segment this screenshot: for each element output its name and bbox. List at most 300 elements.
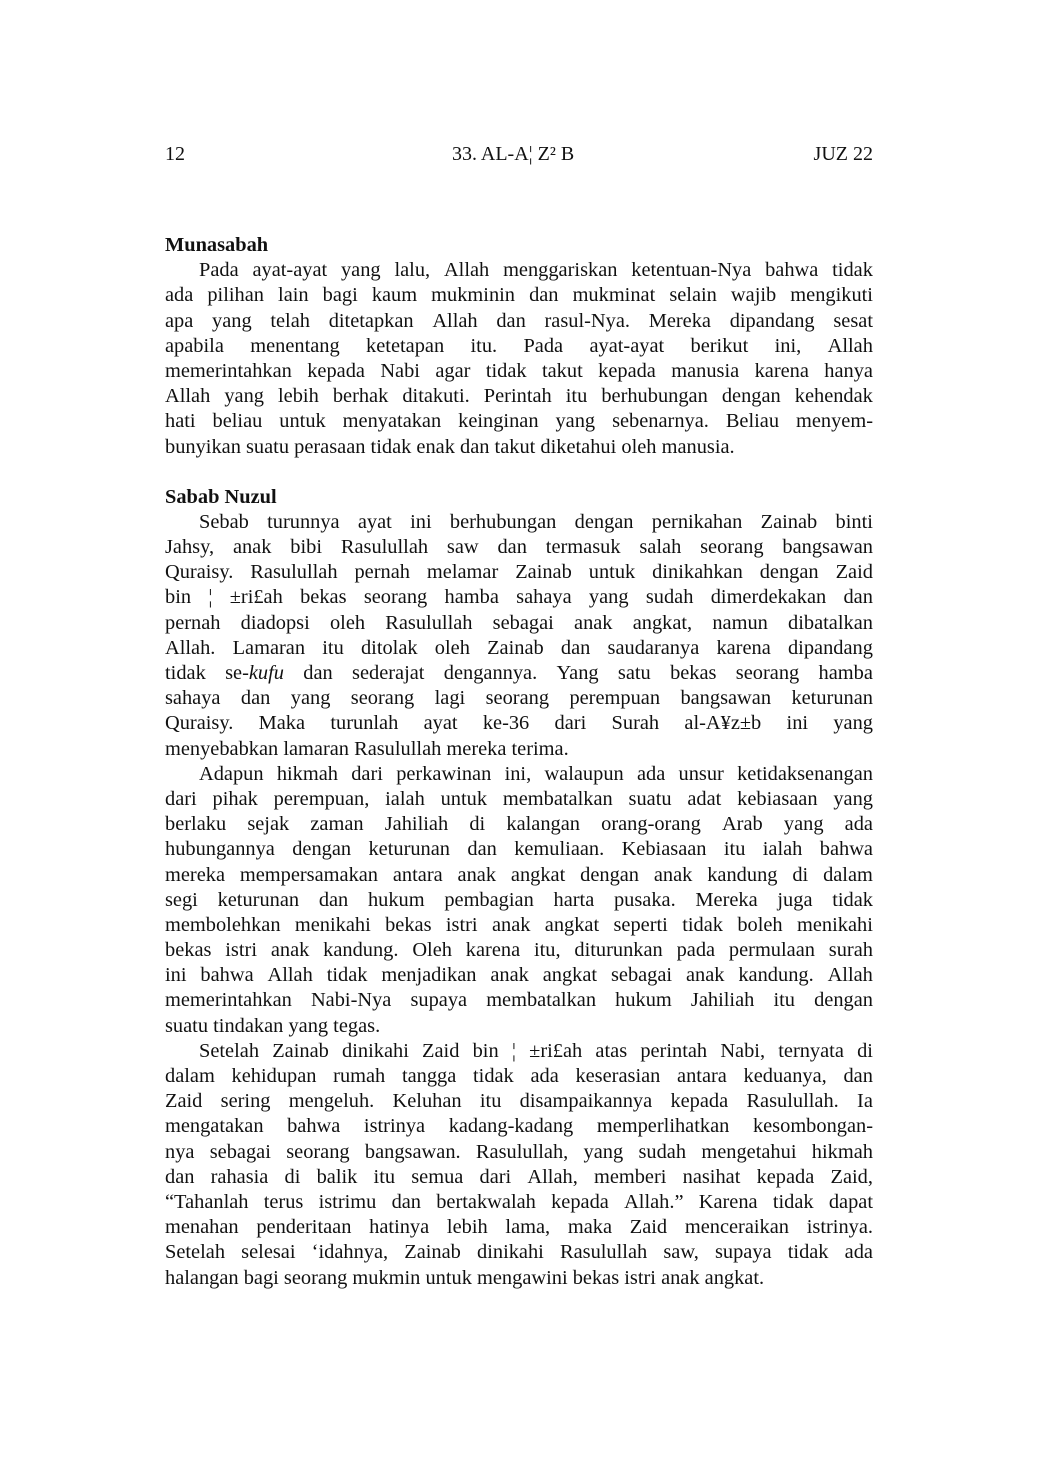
word: untuk [588,561,636,584]
word: sebagai [492,611,554,634]
word: dan [529,284,559,307]
word: kadang-kadang [448,1115,574,1138]
word: itu [479,1090,502,1113]
word: ditetapkan [328,309,414,332]
word: bangsawan. [364,1140,461,1163]
word: bangsawan [782,536,873,559]
word: memperlihatkan [596,1115,730,1138]
section-munasabah [165,233,873,460]
word: membolehkan [165,913,281,936]
paragraph [165,1039,873,1291]
word: takut [541,359,583,382]
word: ini [165,964,187,987]
word: Jahsy, [165,536,215,559]
word: tidak [472,1065,514,1087]
word: Zaid [835,561,873,584]
word: berikut [690,334,749,357]
italic-term: kufu [248,662,284,684]
word: karena [716,636,771,659]
text-line [165,258,873,283]
word: dengan [292,838,352,861]
word: oleh [329,611,366,634]
word: kemuliaan. [514,838,605,861]
word: lalu, [394,259,431,282]
text-line [165,837,873,862]
word: satu [617,662,651,684]
page-body [165,233,873,1291]
word: ketentuan-Nya [631,259,752,282]
word: keserasian [575,1065,661,1087]
word: kepada [670,1090,729,1113]
word: anak [232,536,272,559]
word: Nabi-Nya [310,989,392,1012]
text-line [165,384,873,409]
word: karena [754,359,809,382]
paragraph [165,258,873,460]
word: diturunkan [574,939,663,962]
text-line [165,334,873,359]
word: di [857,1039,873,1062]
word: ada [844,813,873,836]
word: Zainab [404,1241,461,1264]
word: ialah [385,787,425,810]
page-number: 12 [165,143,185,165]
word: rasul-Nya. [544,309,630,332]
word: dengan [580,863,640,886]
word: walaupun [544,762,624,785]
word: dipandang [729,309,815,332]
word: menyatakan [342,410,442,433]
word: Ia [857,1090,873,1113]
word: itu [373,1165,396,1188]
word: saudaranya [607,636,700,659]
word: itu [773,989,795,1012]
text-line: suatu tindakan yang tegas. [165,1014,381,1037]
word: apa [165,309,194,332]
word: angkat [542,964,598,987]
word: sejak [247,813,290,836]
word: lagi [434,687,466,710]
word: rahasia [210,1165,269,1188]
word: tidak [485,359,527,382]
text-line [165,963,873,988]
text-line [165,1089,873,1114]
word: Setelah [165,1241,226,1264]
text-line [165,787,873,812]
word: istri [225,939,257,962]
word: hamba [444,586,499,609]
word: adat [687,787,722,810]
word: seperti [613,913,668,936]
word: Lamaran [232,636,306,659]
word: ayat-ayat [252,259,328,282]
word: dengannya. [443,662,538,684]
text-line [165,988,873,1013]
word: yang [555,410,596,433]
word: Allah [443,259,490,282]
section-heading: Munasabah [165,234,269,256]
text-line [165,913,873,938]
word: dan [843,586,873,609]
word: Zainab [760,510,818,533]
word: pada [676,939,716,962]
word: lain [278,284,309,307]
word: Zaid, [830,1165,873,1188]
word: itu [322,636,344,659]
word: nasihat [682,1165,741,1188]
word: menjadikan [381,964,477,987]
word: ialah [762,838,803,861]
text-line [165,686,873,711]
word: sebagai [610,964,673,987]
word: ¦ [511,1039,516,1062]
word: ¦ [208,586,213,609]
word: dan [496,309,526,332]
word: Oleh [412,939,452,962]
word: bahwa [287,1115,341,1138]
text-line [165,636,873,661]
text-line [165,1140,873,1165]
word: yang [340,259,381,282]
word: mengeluh. [288,1090,375,1113]
word: seorang [735,662,800,684]
word: mengikuti [790,284,873,307]
word: berlaku [165,813,227,836]
word: Karena [698,1190,758,1213]
word: Allah. [165,636,216,659]
word: semua [411,1165,464,1188]
word: lebih [278,385,319,408]
word: tidak [832,259,873,282]
word: seorang [363,586,428,609]
word: Arab [721,813,763,836]
word: dari [165,787,197,810]
text-line [165,611,873,636]
word: kehidupan [231,1065,317,1087]
text-line [165,661,873,686]
word: istri [445,913,478,936]
word: Zaid [629,1216,668,1239]
word: tidak [165,662,206,684]
word: pernah [354,561,410,584]
word: sederajat [352,662,425,684]
word: al-A¥z±b [684,712,762,735]
text-line [165,510,873,535]
word: bagi [322,284,358,307]
word: ada [844,1241,873,1264]
word: oleh [434,636,470,659]
word: dengan [814,989,873,1012]
word: ke-36 [482,712,530,735]
word: disampaikannya [519,1090,653,1113]
word: bekas [165,939,212,962]
word: sesat [833,309,873,332]
word: bin [472,1039,499,1062]
word: untuk [279,410,326,433]
word: dan [318,888,349,911]
word: memerintahkan [165,989,292,1012]
word: anak [491,913,531,936]
word: di [284,1165,301,1188]
word: ini, [504,762,532,785]
word: terus [263,1190,304,1213]
word: suatu [628,787,672,810]
word: membatalkan [502,787,613,810]
word: telah [270,309,310,332]
paragraph [165,510,873,762]
word: sebenarnya. [612,410,709,433]
page-header [165,143,873,173]
word: dari [554,712,587,735]
word: di [469,813,486,836]
word: turunlah [330,712,399,735]
word: yang [833,712,873,735]
word: berhubungan [449,510,557,533]
word: dan [843,1065,873,1087]
word: ayat [423,712,458,735]
word: Quraisy. [165,561,234,584]
word: ada [165,284,194,307]
word: se-kufu [225,662,284,684]
word: dengan [574,510,634,533]
word: dapat [828,1190,873,1213]
word: binti [835,510,873,533]
word: wajib [730,284,777,307]
word: angkat [510,863,566,886]
word: mukminin [431,284,516,307]
word: lebih [446,1216,488,1239]
word: supaya [714,1241,772,1264]
word: itu. [470,334,498,357]
word: ini [410,510,432,533]
word: yang [833,787,873,810]
word: segi [165,888,198,911]
word: berhak [332,385,389,408]
word: keduanya, [743,1065,827,1087]
word: keturunan [368,838,451,861]
word: Allah, [527,1165,578,1188]
word: Pada [523,334,564,357]
word: Perintah [483,385,552,408]
word: memerintahkan [165,359,292,382]
word: Keluhan [392,1090,462,1113]
word: Quraisy. [165,712,234,735]
word: kebiasaan [737,787,818,810]
word: dan [240,687,271,710]
word: dalam [823,863,873,886]
section-gap [165,460,873,485]
word: juga [777,888,813,911]
word: dari [479,1165,512,1188]
word: ayat [357,510,392,533]
word: Rasulullah [385,611,473,634]
word: sahaya [516,586,572,609]
word: anak [574,611,613,634]
section-heading: Sabab Nuzul [165,485,277,508]
word: dan [303,662,333,684]
word: sudah [645,586,694,609]
text-line: bunyikan suatu perasaan tidak enak dan takut diketahui oleh manusia. [165,435,735,458]
word: lama, [505,1216,551,1239]
word: ini, [774,334,802,357]
word: bekas [670,662,717,684]
word: itu [565,385,588,408]
word: bahwa [200,964,254,987]
text-line [165,409,873,434]
word: hatinya [369,1216,430,1239]
word: rumah [333,1065,386,1087]
word: sebagai [209,1140,271,1163]
word: kepada [756,1165,815,1188]
word: perintah [640,1039,708,1062]
word: yang [224,385,264,408]
word: hukum [367,888,425,911]
text-line [165,560,873,585]
word: Mereka [648,309,711,332]
word: Allah.” [624,1190,684,1213]
word: menikahi [294,913,371,936]
word: termasuk [545,536,621,559]
word: mereka [165,863,225,886]
word: sudah [638,1140,687,1163]
word: Adapun [199,762,264,785]
word: dipandang [787,636,873,659]
word: yang [290,687,331,710]
word: penderitaan [256,1216,352,1239]
word: tangga [401,1065,457,1087]
word: menentang [250,334,340,357]
word: menahan [165,1216,239,1239]
word: Zainab [272,1039,329,1062]
word: dinikahkan [652,561,743,584]
text-line [165,535,873,560]
text-line [165,938,873,963]
word: boleh [737,913,783,936]
surah-title: 33. AL-A¦ Z² B [452,143,575,165]
word: dinikahi [477,1241,544,1264]
word: harta [553,888,595,911]
text-line [165,1064,873,1089]
word: hubungannya [165,838,275,861]
word: kesombongan- [752,1115,873,1138]
word: Kebiasaan [621,838,707,861]
word: turunnya [267,510,340,533]
word: keturunan [791,687,873,710]
word: kaum [371,284,418,307]
word: hati [165,410,196,433]
word: saw, [663,1241,699,1264]
word: berhubungan [601,385,708,408]
word: dinikahi [342,1039,409,1062]
word: selesai [241,1241,296,1264]
word: namun [712,611,768,634]
word: keinginan [458,410,539,433]
word: kepada [551,1190,609,1213]
word: anak [457,863,497,886]
word: kalangan [506,813,580,836]
word: balik [316,1165,358,1188]
word: Allah [267,964,313,987]
text-line [165,1240,873,1265]
word: menceraikan [684,1216,789,1239]
text-line [165,762,873,787]
word: angkat, [632,611,693,634]
word: tidak [772,1190,814,1213]
word: Zaid [422,1039,460,1062]
word: hikmah [811,1140,873,1163]
word: ternyata [778,1039,844,1062]
word: pilihan [207,284,264,307]
word: Zaid [165,1090,203,1113]
text-line [165,888,873,913]
word: kepada [307,359,365,382]
text-line [165,1039,873,1064]
word: seorang [700,536,764,559]
word: perempuan, [273,787,370,810]
word: pernikahan [651,510,743,533]
word: Allah [432,309,478,332]
word: dan [165,1165,195,1188]
word: yang [212,309,252,332]
text-line [165,1190,873,1215]
paragraph [165,762,873,1039]
word: sering [220,1090,271,1113]
word: untuk [440,787,488,810]
word: seorang [350,687,415,710]
word: istrimu [318,1190,377,1213]
word: istrinya. [806,1216,873,1239]
word: hikmah [276,762,338,785]
word: manusia [671,359,740,382]
text-line [165,359,873,384]
word: ketidaksenangan [737,762,873,785]
word: keturunan [217,888,300,911]
word: Nabi, [720,1039,766,1062]
word: dalam [165,1065,215,1087]
word: seorang [286,1140,350,1163]
word: menikahi [796,913,873,936]
section-sabab-nuzul [165,485,873,1291]
word: supaya [410,989,468,1012]
text-line [165,711,873,736]
word: ditakuti. [402,385,470,408]
word: diadopsi [240,611,310,634]
word: Maka [258,712,306,735]
word: anak [270,939,310,962]
word: pusaka. [613,888,676,911]
word: melamar [426,561,499,584]
word: hanya [824,359,873,382]
word: dan [391,1190,422,1213]
text-line [165,1215,873,1240]
word: ada [530,1065,559,1087]
word: mukminat [572,284,656,307]
word: bin [165,586,192,609]
word: Rasulullah [559,1241,648,1264]
word: ditolak [360,636,418,659]
word: menyem- [795,410,873,433]
word: membatalkan [486,989,597,1012]
word: pernah [165,611,221,634]
word: tidak [787,1241,829,1264]
word: istrinya [363,1115,426,1138]
text-line: menyebabkan lamaran Rasulullah mereka terima. [165,737,569,760]
word: ketetapan [366,334,445,357]
word: pembagian [444,888,534,911]
word: dengan [721,385,781,408]
word: selain [669,284,717,307]
word: tidak [832,888,873,911]
